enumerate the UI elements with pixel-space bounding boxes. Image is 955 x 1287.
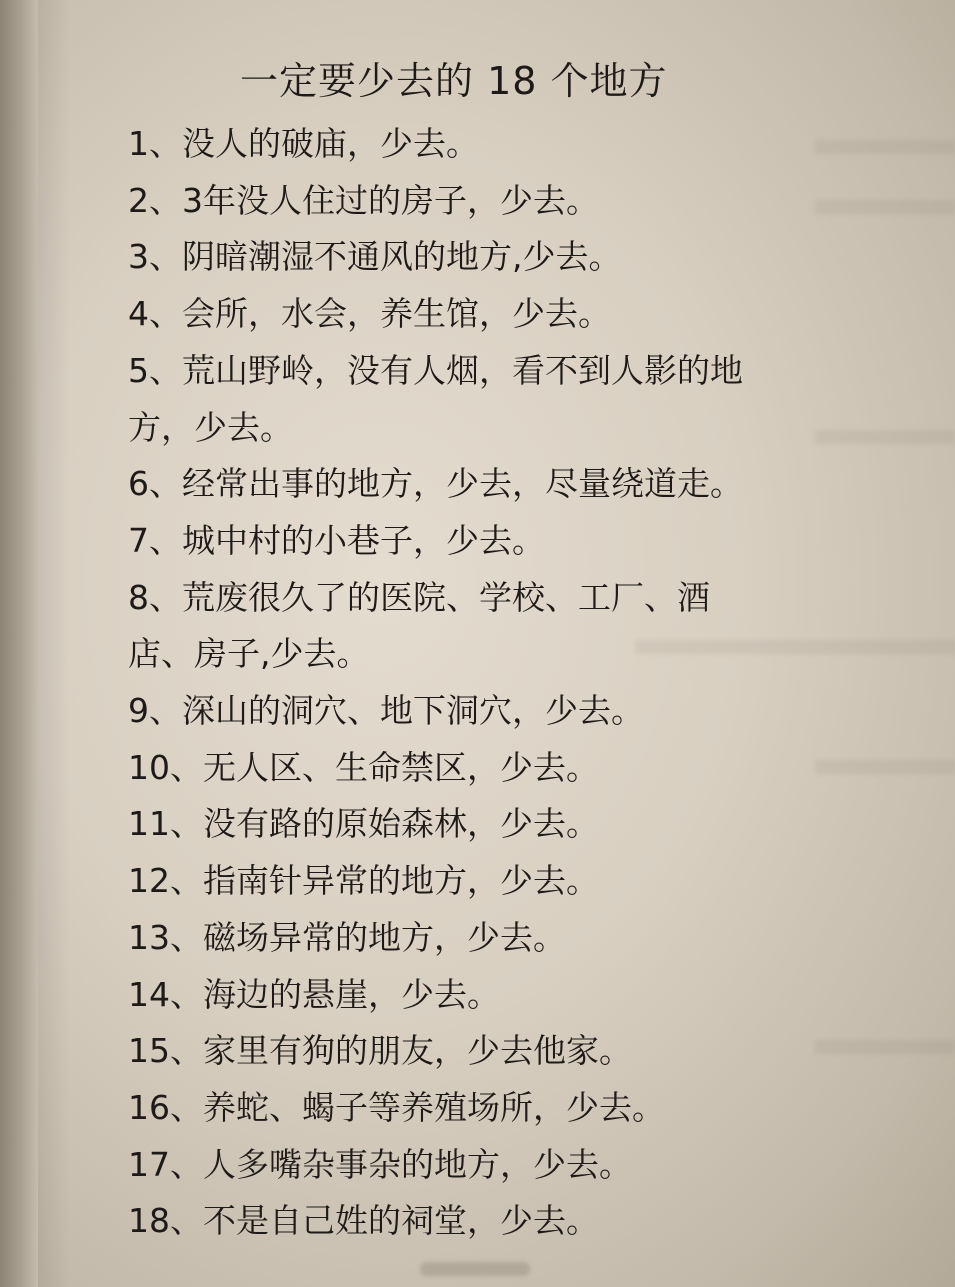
list-line: 13、磁场异常的地方，少去。 (128, 917, 566, 957)
places-list (128, 116, 848, 1250)
book-spine (0, 0, 38, 1287)
list-line: 7、城中村的小巷子，少去。 (128, 520, 545, 560)
list-line: 17、人多嘴杂事杂的地方，少去。 (128, 1144, 632, 1184)
list-line: 16、养蛇、蝎子等养殖场所，少去。 (128, 1087, 665, 1127)
list-line: 店、房子,少去。 (128, 634, 370, 674)
list-line: 4、会所，水会，养生馆，少去。 (128, 294, 611, 334)
list-line: 3、阴暗潮湿不通风的地方,少去。 (128, 237, 622, 277)
list-line: 18、不是自己姓的祠堂，少去。 (128, 1201, 599, 1241)
list-line: 14、海边的悬崖，少去。 (128, 974, 500, 1014)
page-content (128, 50, 848, 1250)
page-footer-smudge (420, 1262, 530, 1276)
list-line: 2、3年没人住过的房子，少去。 (128, 180, 599, 220)
list-line: 8、荒废很久了的医院、学校、工厂、酒 (128, 577, 710, 617)
list-line: 6、经常出事的地方，少去，尽量绕道走。 (128, 464, 743, 504)
list-line: 9、深山的洞穴、地下洞穴，少去。 (128, 691, 644, 731)
list-line: 12、指南针异常的地方，少去。 (128, 861, 599, 901)
page-title: 一定要少去的 18 个地方 (240, 59, 668, 103)
list-line: 方，少去。 (128, 407, 293, 447)
list-line: 11、没有路的原始森林，少去。 (128, 804, 599, 844)
list-line: 5、荒山野岭，没有人烟，看不到人影的地 (128, 350, 743, 390)
list-line: 10、无人区、生命禁区，少去。 (128, 747, 599, 787)
list-line: 1、没人的破庙，少去。 (128, 124, 479, 163)
list-line: 15、家里有狗的朋友，少去他家。 (128, 1031, 632, 1071)
